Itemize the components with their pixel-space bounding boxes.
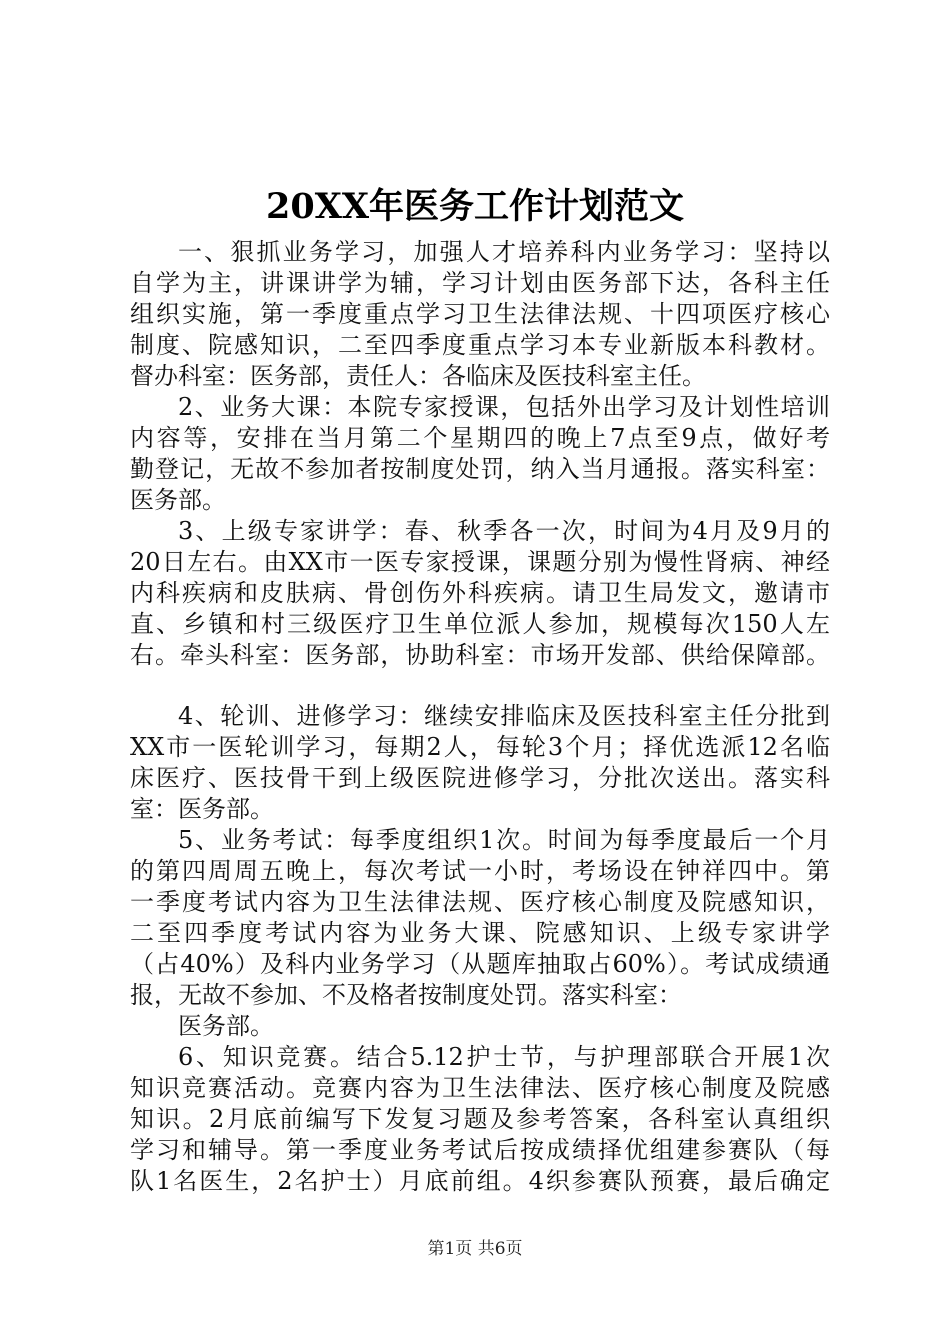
page-footer: 第1页 共6页 [427, 1239, 523, 1259]
body-line: 3、上级专家讲学：春、秋季各一次，时间为4月及9月的 [178, 517, 830, 545]
body-line: XX市一医轮训学习，每期2人，每轮3个月；择优选派12名临 [130, 733, 830, 761]
body-line: 知识竞赛活动。竞赛内容为卫生法律法、医疗核心制度及院感 [130, 1074, 830, 1102]
body-line: 一、狠抓业务学习，加强人才培养科内业务学习：坚持以 [178, 238, 830, 266]
body-line: 6、知识竞赛。结合5.12护士节，与护理部联合开展1次 [178, 1043, 830, 1071]
body-line: 勤登记，无故不参加者按制度处罚，纳入当月通报。落实科室： [130, 455, 830, 483]
body-line: 二至四季度考试内容为业务大课、院感知识、上级专家讲学 [130, 919, 830, 947]
body-line: 的第四周周五晚上，每次考试一小时，考场设在钟祥四中。第 [130, 857, 830, 885]
body-line: 内容等，安排在当月第二个星期四的晚上7点至9点，做好考 [130, 424, 830, 452]
body-line: 制度、院感知识，二至四季度重点学习本专业新版本科教材。 [130, 331, 830, 359]
body-line: 直、乡镇和村三级医疗卫生单位派人参加，规模每次150人左 [130, 610, 830, 638]
body-line: 自学为主，讲课讲学为辅，学习计划由医务部下达，各科主任 [130, 269, 830, 297]
body-line: 内科疾病和皮肤病、骨创伤外科疾病。请卫生局发文，邀请市 [130, 579, 830, 607]
body-line: 医务部。 [130, 486, 226, 514]
body-line: 右。牵头科室：医务部，协助科室：市场开发部、供给保障部。 [130, 641, 830, 669]
body-line: 一季度考试内容为卫生法律法规、医疗核心制度及院感知识， [130, 888, 830, 916]
body-line: 20日左右。由XX市一医专家授课，课题分别为慢性肾病、神经 [130, 548, 830, 576]
document-title: 20XX年医务工作计划范文 [265, 186, 685, 227]
body-line: 学习和辅导。第一季度业务考试后按成绩择优组建参赛队（每 [130, 1136, 830, 1164]
body-line: 5、业务考试：每季度组织1次。时间为每季度最后一个月 [178, 826, 830, 854]
body-line: 4、轮训、进修学习：继续安排临床及医技科室主任分批到 [178, 702, 830, 730]
body-line: 报，无故不参加、不及格者按制度处罚。落实科室： [130, 981, 682, 1009]
body-line: 督办科室：医务部，责任人：各临床及医技科室主任。 [130, 362, 706, 390]
body-line: （占40%）及科内业务学习（从题库抽取占60%）。考试成绩通 [130, 950, 830, 978]
body-line: 组织实施，第一季度重点学习卫生法律法规、十四项医疗核心 [130, 300, 830, 328]
body-line: 知识。2月底前编写下发复习题及参考答案，各科室认真组织 [130, 1105, 830, 1133]
body-line: 队1名医生，2名护士）月底前组。4织参赛队预赛，最后确定 [130, 1167, 830, 1195]
body-line: 床医疗、医技骨干到上级医院进修学习，分批次送出。落实科 [130, 764, 830, 792]
body-line: 2、业务大课：本院专家授课，包括外出学习及计划性培训 [178, 393, 830, 421]
body-line: 医务部。 [178, 1012, 274, 1040]
body-line: 室：医务部。 [130, 795, 274, 823]
